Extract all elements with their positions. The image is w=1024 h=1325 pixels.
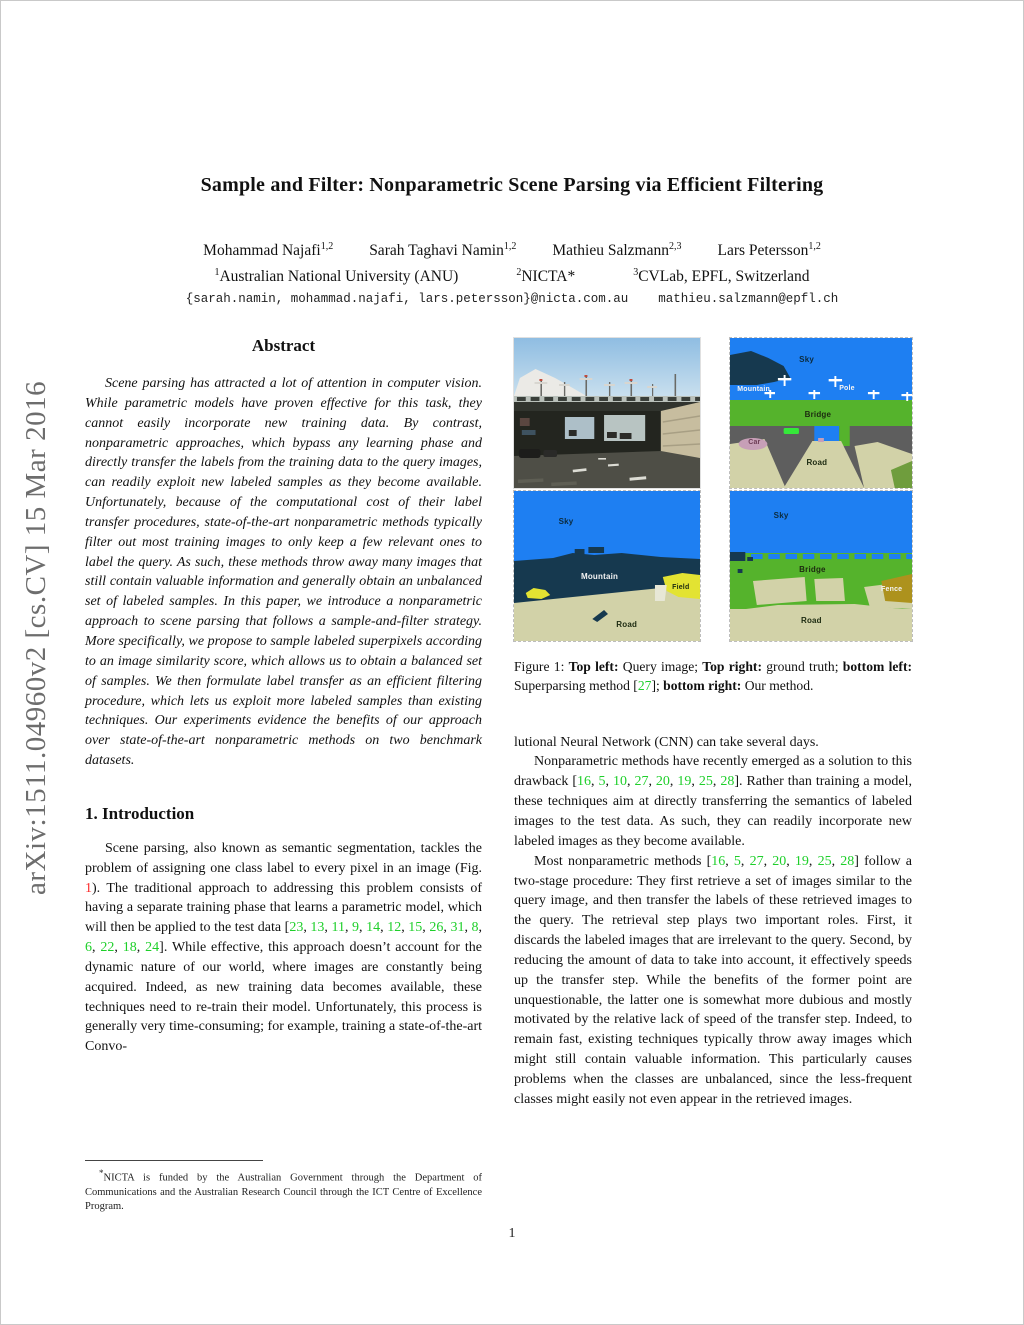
abstract-text: Scene parsing has attracted a lot of attention in computer vision. While parametric models have proven effective for this task, they cannot easily incorporate new training data. By contrast, nonparametric approaches, which bypass any learning phase and directly transfer the labels from the training data to the query images, can readily exploit new labeled samples as they become available. Unfortunately, because of the computational cost of their label transfer procedures, state-of-the-art nonparametric methods typically filter out most training images to only keep a few relevant ones to label the query. As such, these methods throw away many images that still contain valuable information and generally obtain an unbalanced set of labeled samples. In this paper, we introduce a nonparametric approach to scene parsing that follows a sample-and-filter strategy. More specifically, we propose to sample labeled superpixels according to an image similarity score, which allows us to obtain a balanced set of samples. We then formulate label transfer as an efficient filtering procedure, which lets us exploit more labeled samples than existing techniques. Our experiments evidence the benefits of our approach over state-of-the-art nonparametric methods on two benchmark datasets. [85,376,482,769]
label-sky: Sky [558,516,574,526]
label-mountain: Mountain [580,572,619,581]
figure-panel-our-method [730,491,912,641]
label-road: Road [806,458,828,467]
footnote [85,1160,482,1214]
label-road: Road [800,615,822,625]
author-3-affil-marks: 2,3 [669,241,682,252]
email-line: {sarah.namin, mohammad.najafi, lars.petersson}@nicta.com.au mathieu.salzmann@epfl.ch [185,292,839,306]
introduction-paragraph: Scene parsing, also known as semantic segmentation, tackles the problem of assigning one class label to every pixel in an image (Fig. 1). The traditional approach to addressing this problem consists of having a separate training phase that learns a parametric model, which will then be applied to the test data [23, 13, 11, 9, 14, 12, 15, 26, 31, 8, 6, 22, 18, 24]. While effective, this approach doesn’t account for the dynamic nature of our world, where images are constantly being acquired. Indeed, as new training data becomes available, these techniques need to re-train their model. Unfortunately, this process is generally very time-consuming; for example, training a state-of-the-art Convo- [85,840,483,1055]
label-bridge: Bridge [804,410,832,419]
label-bridge: Bridge [799,564,826,574]
body-paragraph-nonparametric: Nonparametric methods have recently emerged as a solution to this drawback [16, 5, 10, 27, 20, 19, 25, 28]. Rather than training a model, these techniques aim at directly transferring the semantics of labeled images to the test data. As such, they can readily incorporate new labeled images as they become available. [514,754,913,849]
author-2: Sarah Taghavi Namin$^{1,2}$ [369,241,517,260]
footnote-rule [85,1160,263,1161]
author-3: Mathieu Salzmann$^{2,3}$ [552,241,682,260]
figure-panel-ground-truth [730,338,912,488]
affiliation-1: $^1$Australian National University (ANU) [214,267,459,286]
abstract-heading: Abstract [251,336,316,355]
label-sky: Sky [773,510,789,520]
author-2-affil-marks: 1,2 [503,241,517,252]
affiliation-3: $^3$CVLab, EPFL, Switzerland [633,267,810,286]
arxiv-watermark: arXiv:1511.04960v2 [cs.CV] 15 Mar 2016 [20,380,52,896]
affiliation-2: $^2$NICTA* [516,267,576,286]
body-paragraph-two-stage: Most nonparametric methods [16, 5, 27, 20, 19, 25, 28] follow a two-stage procedure: They first retrieve a set of images similar to the query image, and then transfer the labels of these retrieved images to the query. The retrieval step plays two important roles. First, it discards the labeled images that are irrelevant to the query. Second, by reducing the amount of data to take into account, it effectively speeds up the transfer step. While the benefits of the former point are unquestionable, the latter one is somewhat more dubious and mostly motivated by the relative lack of speed of the transfer step. Indeed, to remain fast, existing techniques typically throw away images which might still contain valuable information. This particularly causes problems when the classes are unbalanced, since the less-frequent classes might easily not even appear in the retrieved images. [514,853,913,1107]
left-column [85,336,482,1057]
section-heading-introduction: 1. Introduction [85,803,195,823]
author-4-affil-marks: 1,2 [808,241,821,252]
body-paragraph-continuation: lutional Neural Network (CNN) can take several days. [514,734,819,750]
footnote-text: *NICTA is funded by the Australian Government through the Department of Communications and the Australian Research Council through the ICT Centre of Excellence Program. [85,1168,482,1212]
author-1-affil-marks: 1,2 [320,241,334,252]
figure-panel-superparsing [514,491,700,641]
label-car: Car [748,438,761,446]
affiliation-line [0,267,1024,286]
page-number: 1 [508,1226,516,1241]
label-mountain: Mountain [737,386,770,393]
label-sky: Sky [799,354,814,364]
label-field: Field [672,584,690,591]
figure-panel-query-image [514,338,700,488]
right-column [514,338,912,1110]
figure-1 [514,338,912,641]
query-image-graphic [514,338,700,488]
figure-caption: Figure 1: Top left: Query image; Top right: ground truth; bottom left: Superparsing method [27]; bottom right: Our method. [514,659,912,694]
author-line [0,241,1024,260]
label-pole: Pole [839,384,855,392]
label-road: Road [616,620,638,629]
our-method-graphic [730,491,912,641]
label-fence: Fence [881,585,903,593]
superparsing-graphic [514,491,700,641]
ground-truth-graphic [730,338,912,488]
paper-title: Sample and Filter: Nonparametric Scene Parsing via Efficient Filtering [200,174,824,196]
author-1: Mohammad Najafi$^{1,2}$ [203,241,334,260]
author-4: Lars Petersson$^{1,2}$ [717,241,821,260]
